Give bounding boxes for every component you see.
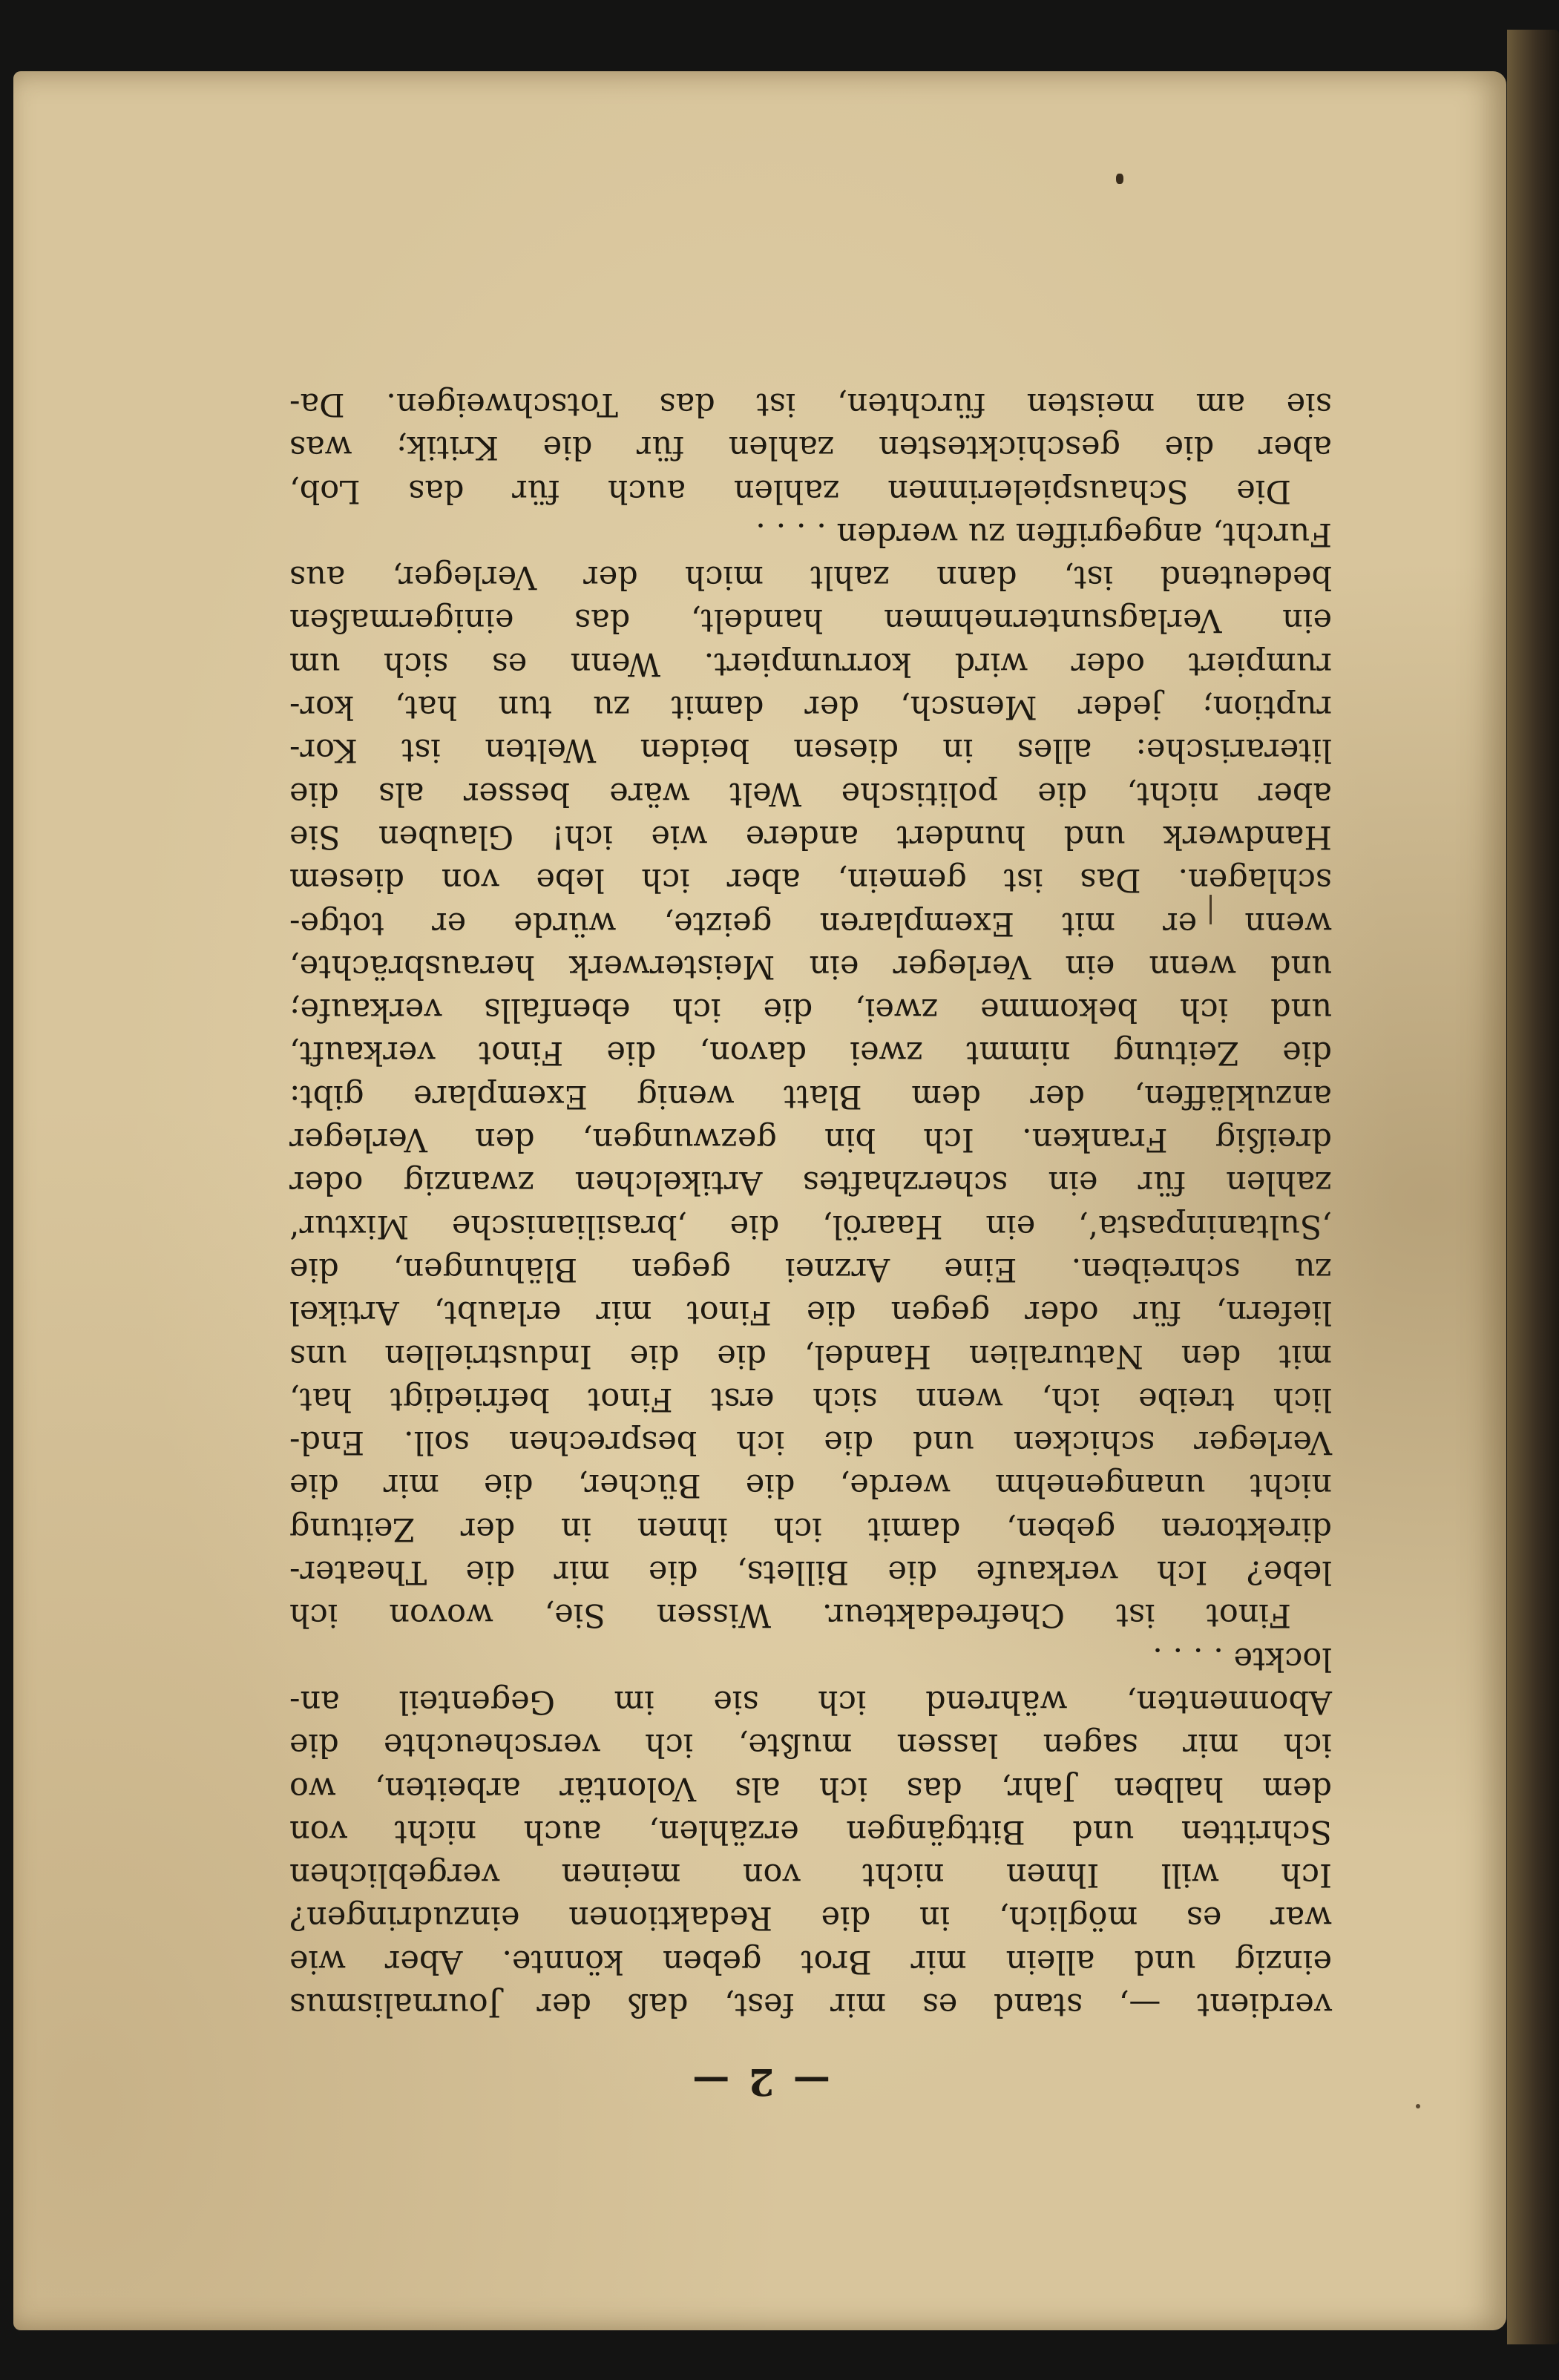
text-line: zahlen für ein scherzhaftes Artikelchen zwanzig oder [289, 1164, 1332, 1202]
text-line: rumpiert oder wird korrumpiert. Wenn es sich um [289, 645, 1332, 683]
text-line: und ich bekomme zwei, die ich ebenfalls verkaufe; [289, 991, 1332, 1029]
text-line: mit den Naturalien Handel, die die Industriellen uns [289, 1337, 1332, 1375]
text-line: anzukläffen, der dem Blatt wenig Exemplare gibt: [289, 1077, 1332, 1115]
text-line: verdient —, stand es mir fest, daß der Journalismus [289, 1986, 1332, 2023]
page-content-rotated [13, 71, 1506, 2330]
text-line: aber die geschicktesten zahlen für die Kritik; was [289, 429, 1332, 467]
text-line: Handwerk und hundert andere wie ich! Glauben Sie [289, 818, 1332, 855]
text-line: lich treibe ich, wenn sich erst Finot befriedigt hat, [289, 1380, 1332, 1418]
text-line: wenn er mit Exemplaren geizte, würde er totge- [289, 904, 1332, 942]
text-line: einzig und allein mir Brot geben könnte. Aber wie [289, 1942, 1332, 1980]
text-line: war es möglich, in die Redaktionen einzudringen? [289, 1899, 1332, 1937]
text-line: Ich will Ihnen nicht von meinen vergeblichen [289, 1856, 1332, 1894]
book-cover-edge [1507, 30, 1559, 2344]
text-line: aber nicht, die politische Welt wäre besser als die [289, 775, 1332, 812]
text-line: und wenn ein Verleger ein Meisterwerk herausbrächte, [289, 947, 1332, 985]
text-line: die Zeitung nimmt zwei davon, die Finot verkauft, [289, 1034, 1332, 1072]
body-text [289, 383, 1332, 2026]
text-line: dreißig Franken. Ich bin gezwungen, den Verleger [289, 1121, 1332, 1159]
text-line: ruption; jeder Mensch, der damit zu tun hat, kor- [289, 688, 1332, 726]
text-line: ein Verlagsunternehmen handelt, das einigermaßen [289, 602, 1332, 640]
text-line: sie am meisten fürchten, ist das Totschweigen. Da- [289, 386, 1332, 424]
text-line: Furcht, angegriffen zu werden . . . . [755, 515, 1332, 553]
text-line: ich mir sagen lassen mußte, ich verscheuchte die [289, 1726, 1332, 1764]
text-line: nicht unangenehm werde, die Bücher, die mir die [289, 1467, 1332, 1505]
text-line: lockte . . . . [1152, 1640, 1332, 1677]
text-line: Abonnenten, während ich sie im Gegenteil an- [289, 1683, 1332, 1720]
page-number: — 2 — [689, 2060, 830, 2104]
text-line: liefern, für oder gegen die Finot mir erlaubt, Artikel [289, 1294, 1332, 1332]
text-line: Schritten und Bittgängen erzählen, auch nicht von [289, 1812, 1332, 1850]
text-line: Finot ist Chefredakteur. Wissen Sie, wovon ich [289, 1597, 1291, 1634]
text-line: zu schreiben. Eine Arznei gegen Blähungen, die [289, 1250, 1332, 1288]
text-line: ‚Sultaninpasta‘, ein Haaröl, die ‚brasilianische Mixtur‘ [289, 1207, 1332, 1245]
text-line: direktoren geben, damit ich ihnen in der Zeitung [289, 1510, 1332, 1548]
text-line: Die Schauspielerinnen zahlen auch für das Lob, [289, 472, 1291, 510]
text-line: lebe? Ich verkaufe die Billets, die mir die Theater- [289, 1554, 1332, 1591]
text-line: schlagen. Das ist gemein, aber ich lebe von diesem [289, 861, 1332, 899]
text-line: dem halben Jahr, das ich als Volontär arbeiten, wo [289, 1769, 1332, 1807]
book-page [13, 71, 1506, 2330]
text-line: literarische: alles in diesen beiden Welten ist Kor- [289, 732, 1332, 769]
text-line: bedeutend ist, dann zahlt mich der Verleger, aus [289, 559, 1332, 596]
text-line: Verleger schicken und die ich besprechen soll. End- [289, 1424, 1332, 1462]
